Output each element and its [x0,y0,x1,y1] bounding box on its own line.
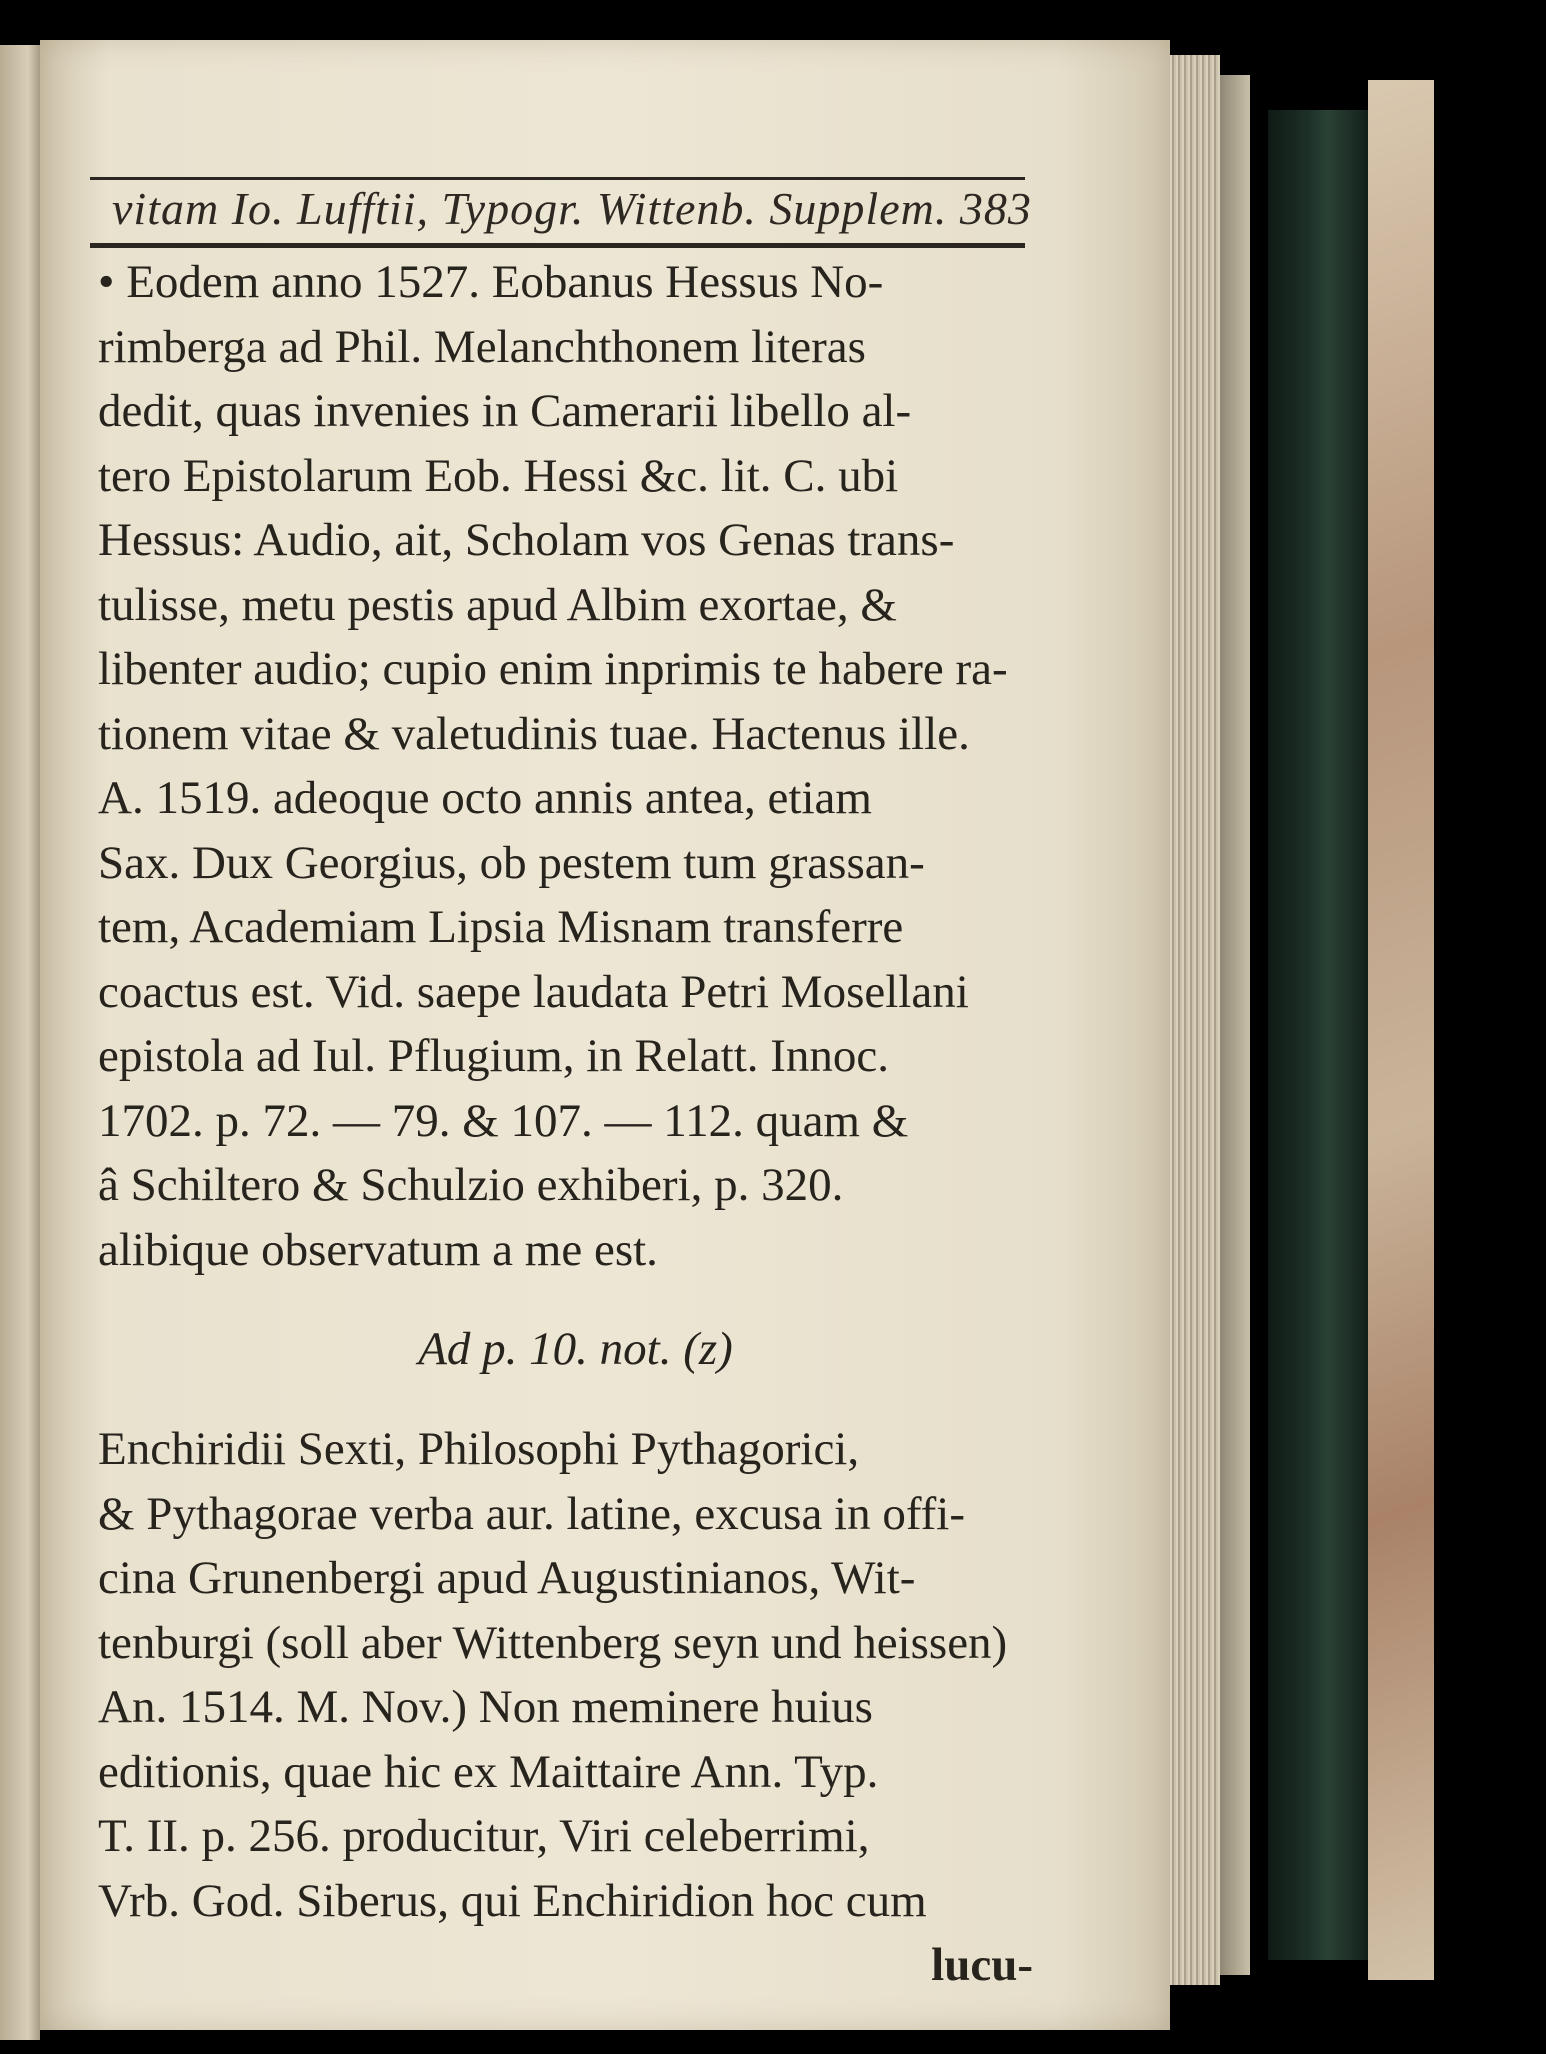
text-line: tem, Academiam Lipsia Misnam transferre [98,901,904,953]
text-line: • Eodem anno 1527. Eobanus Hessus No- [98,256,884,308]
text-line: tulisse, metu pestis apud Albim exortae, & [98,578,897,631]
left-page-edge [0,45,40,2040]
top-rule [90,177,1025,180]
text-line: rimberga ad Phil. Melanchthonem literas [98,320,866,373]
text-line: 1702. p. 72. — 79. & 107. — 112. quam & [98,1094,909,1147]
text-line: editionis, quae hic ex Maittaire Ann. Typ. [98,1745,879,1798]
marbled-cover [1368,80,1434,1980]
page-body [98,250,1053,1998]
text-line: A. 1519. adeoque octo annis antea, etiam [98,772,872,824]
text-line: alibique observatum a me est. [98,1223,658,1276]
text-line: coactus est. Vid. saepe laudata Petri Mosellani [98,965,969,1018]
text-line: â Schiltero & Schulzio exhiberi, p. 320. [98,1159,844,1211]
text-line: libenter audio; cupio enim inprimis te habere ra- [98,643,1008,695]
text-line: tenburgi (soll aber Wittenberg seyn und heissen) [98,1616,1008,1669]
text-line: T. II. p. 256. producitur, Viri celeberrimi, [98,1810,870,1862]
text-line: Hessus: Audio, ait, Scholam vos Genas trans- [98,514,955,566]
text-line: Vrb. God. Siberus, qui Enchiridion hoc cum [98,1874,927,1927]
text-line: tionem vitae & valetudinis tuae. Hactenus ille. [98,707,970,760]
section-heading: Ad p. 10. not. (z) [418,1323,733,1375]
paragraph-2 [98,766,1053,1282]
text-line: Enchiridii Sexti, Philosophi Pythagorici, [98,1423,860,1475]
paragraph-3 [98,1417,1053,1933]
paragraph-1 [98,250,1053,766]
header-rule [90,243,1025,248]
green-edge [1268,110,1368,1960]
catchword: lucu- [931,1939,1033,1991]
text-line: cina Grunenbergi apud Augustinianos, Wit- [98,1552,916,1604]
text-line: An. 1514. M. Nov.) Non meminere huius [98,1681,873,1733]
text-line: epistola ad Iul. Pflugium, in Relatt. Innoc. [98,1030,890,1082]
running-head: vitam Io. Lufftii, Typogr. Wittenb. Supplem. 383 [112,183,1032,234]
text-line: Sax. Dux Georgius, ob pestem tum grassan- [98,836,925,889]
cover-edge [1220,75,1250,1975]
text-line: tero Epistolarum Eob. Hessi &c. lit. C. ubi [98,449,899,502]
page-stack-edge [1170,55,1220,1985]
text-line: dedit, quas invenies in Camerarii libello al- [98,385,912,437]
text-line: & Pythagorae verba aur. latine, excusa in offi- [98,1487,966,1540]
